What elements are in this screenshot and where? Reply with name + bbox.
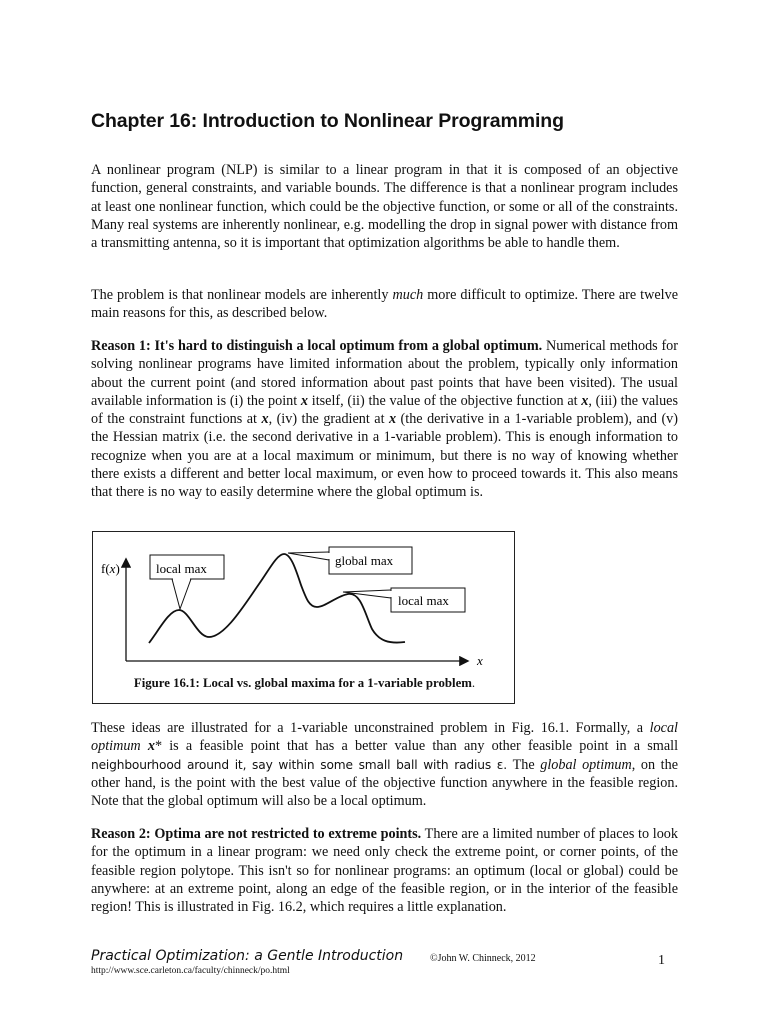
figure-caption-period: . [471,676,476,690]
callout-left-pointer [172,579,191,609]
reason-1-text: , (iii) the values of the constraint functions at [91,392,678,428]
problem-text-end: more difficult to optimize. There are twelve main reasons for this, as described below. [91,287,678,322]
footer-book-title: Practical Optimization: a Gentle Introduction [91,948,404,964]
term-global-optimum: global optimum [540,756,632,773]
y-axis-label: f(x) [101,561,120,576]
figure-16-1 [92,531,515,704]
handwritten-style-text: neighbourhood around it, say within some small ball with radius ε. [91,757,507,772]
problem-paragraph [91,286,678,323]
reason-1-heading: Reason 1: It's hard to distinguish a local optimum from a global optimum. [91,338,543,354]
illustration-text: These ideas are illustrated for a 1-variable unconstrained problem in Fig. 16.1. Formally, a [91,720,650,736]
chapter-title: Chapter 16: Introduction to Nonlinear Programming [91,110,564,132]
variable-x-star: x [147,738,155,755]
illustration-text: , on the other hand, is the point with the best value of the objective function anywhere in the feasible region. Note that the global optimum will also be a local optimum. [91,756,678,810]
footer-copyright: ©John W. Chinneck, 2012 [430,953,536,964]
variable-x: x [261,411,269,428]
callout-global-label: global max [335,553,394,568]
figure-caption-text: Figure 16.1: Local vs. global maxima for a 1-variable problem [133,676,472,690]
illustration-paragraph [91,719,678,810]
page-number: 1 [658,953,665,968]
reason-1-text: Numerical methods for solving nonlinear programs have limited information about the problem, typically only information about the current point (and stored information about past points that have been visited). The usual available information is (i) the point [91,338,678,409]
problem-emphasis: much [392,287,424,303]
reason-2-text: There are a limited number of places to look for the optimum in a linear program: we need only check the extreme point, or corner points, of the feasible region polytope. This isn't so for nonlinear programs: an optimum (local or global) could be anywhere: at an extreme point, along an edge of the feasible region, or in the interior of the feasible region! This is illustrated in Fig. 16.2, which requires a little explanation. [91,826,678,916]
reason-2-paragraph [91,825,678,916]
reason-1-text: , (iv) the gradient at [268,411,389,428]
term-local-optimum: local optimum [91,720,678,755]
callout-global-pointer [288,552,329,560]
illustration-text: * is a feasible point that has a better value than any other feasible point in a small [154,738,679,755]
variable-x: x [388,411,397,428]
illustration-text: The [506,756,541,773]
variable-x: x [581,392,589,409]
footer-url[interactable]: http://www.sce.carleton.ca/faculty/chinneck/po.html [91,966,290,976]
reason-1-text: itself, (ii) the value of the objective function at [308,392,582,409]
x-axis-label: x [477,653,483,668]
reason-1-text: (the derivative in a 1-variable problem), and (v) the Hessian matrix (i.e. the second derivative in a 1-variable problem). This is enough information to recognize when you are at a local maximum or minimum, but there is no way of knowing whether there exists a different and better local maximum, or even how to proceed towards it. This also means that there is no way to easily determine where the global optimum is. [91,411,678,501]
reason-2-heading: Reason 2: Optima are not restricted to extreme points. [91,826,422,842]
callout-right-label: local max [398,593,449,608]
callout-left-label: local max [156,561,207,576]
figure-caption [93,676,516,691]
intro-paragraph: A nonlinear program (NLP) is similar to a linear program in that it is composed of an objective function, general constraints, and variable bounds. The difference is that a nonlinear program includes at least one nonlinear function, which could be the objective function, or some or all of the constraints. Many real systems are inherently nonlinear, e.g. modelling the drop in signal power with distance from a transmitting antenna, so it is important that optimization algorithms be able to handle them. [91,162,678,252]
variable-x: x [300,392,309,409]
reason-1-paragraph [91,337,678,502]
problem-text-start: The problem is that nonlinear models are inherently [91,287,393,303]
illustration-text [141,738,148,754]
